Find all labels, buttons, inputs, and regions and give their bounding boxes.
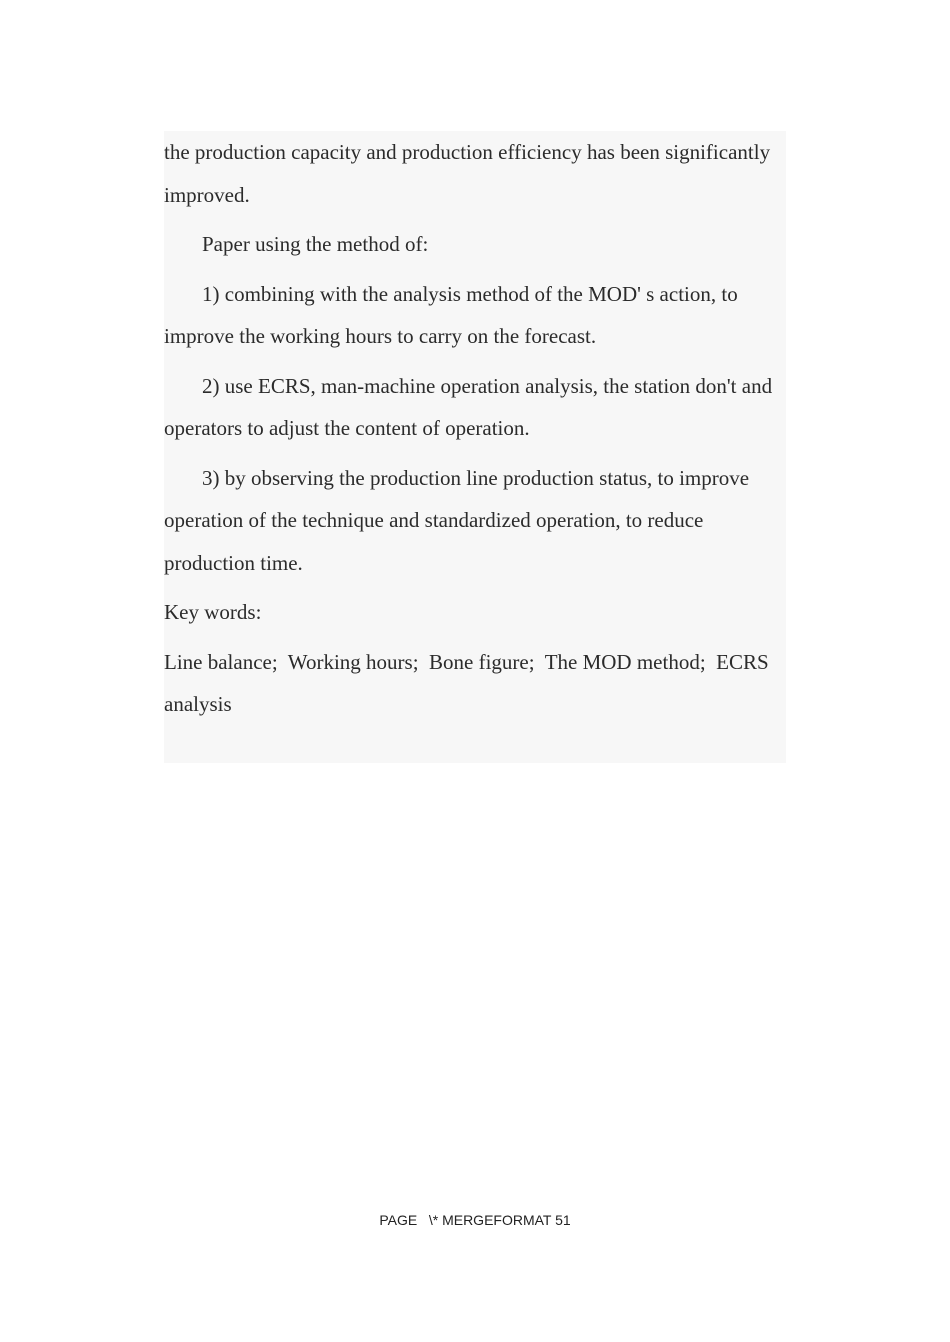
keywords-label: Key words:: [164, 600, 262, 624]
paragraph-method-1: 1) combining with the analysis method of the MOD' s action, to improve the working hours to carry on the forecast.: [164, 281, 738, 348]
keywords-list: Line balance; Working hours; Bone figure; The MOD method; ECRS analysis: [164, 649, 774, 716]
paragraph-method-3: 3) by observing the production line production status, to improve operation of the technique and standardized operation, to reduce production time.: [164, 465, 750, 575]
page-number-field: PAGE \* MERGEFORMAT 51: [379, 1212, 571, 1228]
page-footer: [0, 1212, 950, 1228]
paragraph-intro-continuation: the production capacity and production efficiency has been significantly improved.: [164, 140, 771, 207]
paragraph-method-heading: Paper using the method of:: [202, 232, 429, 256]
document-body: [164, 131, 786, 763]
paragraph-method-2: 2) use ECRS, man-machine operation analysis, the station don't and operators to adjust the content of operation.: [164, 373, 773, 440]
